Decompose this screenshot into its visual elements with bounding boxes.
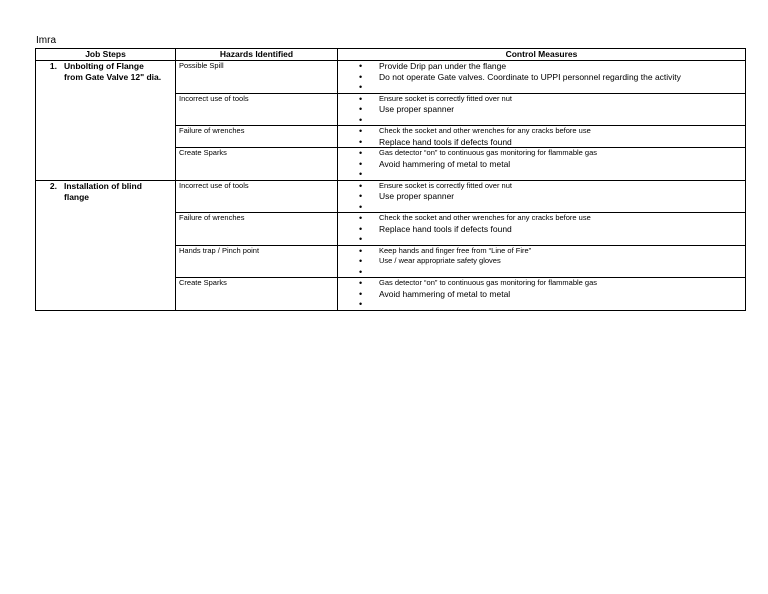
control-measures-cell [338, 61, 746, 94]
control-item: • Check the socket and other wrenches for any cracks before use [359, 213, 742, 224]
hazard-cell: Failure of wrenches [176, 213, 338, 246]
control-item [359, 234, 742, 245]
step-number: 1. [49, 61, 57, 71]
control-list [341, 278, 742, 310]
control-item: • Do not operate Gate valves. Coordinate to UPPI personnel regarding the activity [359, 72, 742, 83]
control-item [359, 82, 742, 93]
control-list [341, 213, 742, 245]
control-item: • Gas detector “on” to continuous gas monitoring for flammable gas [359, 278, 742, 289]
step-number: 2. [49, 180, 57, 191]
hazard-cell: Create Sparks [176, 278, 338, 311]
control-measures-cell [338, 213, 746, 246]
control-list [341, 181, 742, 213]
control-item: • Ensure socket is correctly fitted over nut [359, 181, 742, 192]
hazard-cell: Incorrect use of tools [176, 180, 338, 213]
control-item: • Check the socket and other wrenches for any cracks before use [359, 126, 742, 137]
header-hazards: Hazards Identified [176, 49, 338, 61]
control-item: • Gas detector “on” to continuous gas monitoring for flammable gas [359, 148, 742, 159]
hazard-cell: Create Sparks [176, 148, 338, 181]
control-item [359, 267, 742, 278]
step-name: Installation of blind flange [64, 180, 142, 202]
table-body [36, 61, 746, 311]
control-measures-cell [338, 93, 746, 126]
table-row [36, 61, 746, 94]
control-item: • Keep hands and finger free from “Line of Fire” [359, 246, 742, 257]
hazard-cell: Incorrect use of tools [176, 93, 338, 126]
hazard-cell: Failure of wrenches [176, 126, 338, 148]
hazard-cell: Hands trap / Pinch point [176, 245, 338, 278]
control-list [341, 126, 742, 147]
job-step-cell [36, 61, 176, 181]
control-item [359, 169, 742, 180]
control-item [359, 115, 742, 126]
control-measures-cell [338, 278, 746, 311]
control-item: • Replace hand tools if defects found [359, 224, 742, 235]
table-header-row [36, 49, 746, 61]
control-list [341, 148, 742, 180]
control-item: • Replace hand tools if defects found [359, 137, 742, 148]
control-item: • Avoid hammering of metal to metal [359, 159, 742, 170]
table-row [36, 180, 746, 213]
step-name: Unbolting of Flange from Gate Valve 12" dia. [64, 61, 162, 82]
control-item [359, 299, 742, 310]
control-item [359, 202, 742, 213]
control-measures-cell [338, 245, 746, 278]
header-control-measures: Control Measures [338, 49, 746, 61]
control-item: • Ensure socket is correctly fitted over nut [359, 94, 742, 105]
control-item: • Avoid hammering of metal to metal [359, 289, 742, 300]
control-item: • Use proper spanner [359, 191, 742, 202]
control-list [341, 94, 742, 126]
header-job-steps: Job Steps [36, 49, 176, 61]
control-measures-cell [338, 180, 746, 213]
control-measures-cell [338, 148, 746, 181]
control-list [341, 246, 742, 278]
job-step-cell [36, 180, 176, 310]
control-measures-cell [338, 126, 746, 148]
hazard-cell: Possible Spill [176, 61, 338, 94]
job-safety-table [35, 48, 746, 311]
control-item: • Use proper spanner [359, 104, 742, 115]
control-item: • Provide Drip pan under the flange [359, 61, 742, 72]
control-list [341, 61, 742, 93]
document-title: Imra [36, 35, 56, 46]
control-item: • Use / wear appropriate safety gloves [359, 256, 742, 267]
